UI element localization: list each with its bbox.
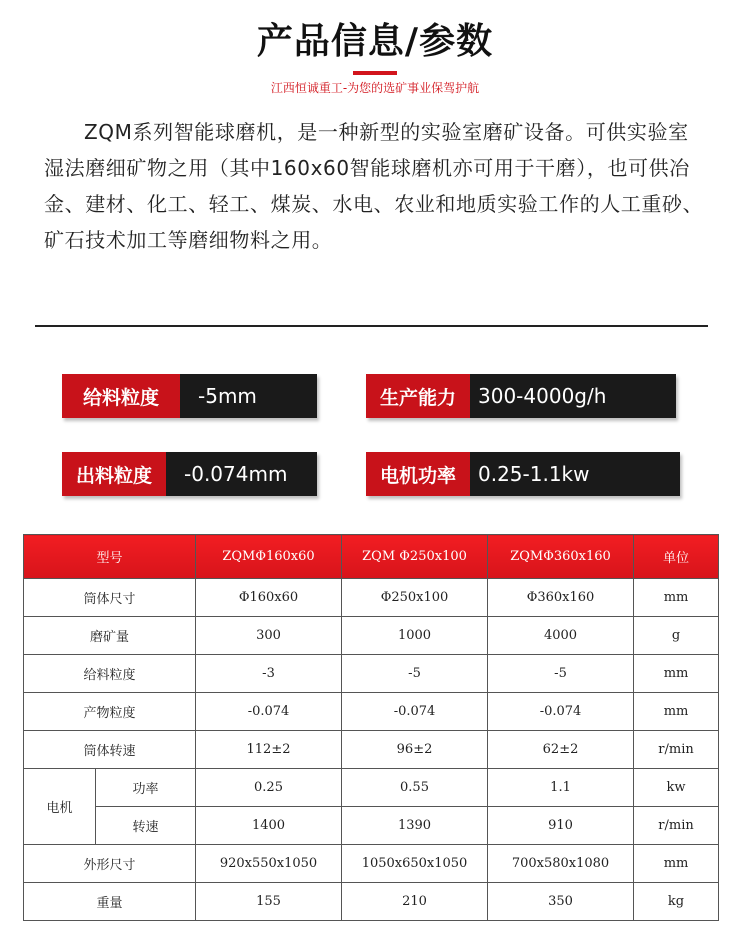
parameter-table — [23, 534, 719, 921]
table-row — [24, 655, 719, 693]
table-row — [24, 617, 719, 655]
spec-value: -5mm — [180, 374, 317, 418]
page-title: 产品信息/参数 — [256, 21, 494, 62]
cell: -5 — [488, 655, 634, 693]
cell: 1400 — [196, 807, 342, 845]
header-cell: ZQMΦ160x60 — [196, 535, 342, 579]
cell: 62±2 — [488, 731, 634, 769]
table-row — [24, 579, 719, 617]
table-row — [24, 883, 719, 921]
header-cell: ZQMΦ360x160 — [488, 535, 634, 579]
intro-paragraph: ZQM系列智能球磨机，是一种新型的实验室磨矿设备。可供实验室湿法磨细矿物之用（其中160x60智能球磨机亦可用于干磨），也可供冶金、建材、化工、轻工、煤炭、水电、农业和地质实验工作的人工重砂、矿石技术加工等磨细物料之用。 — [44, 120, 704, 252]
table-row — [24, 807, 719, 845]
row-label: 磨矿量 — [24, 617, 196, 655]
page-subtitle: 江西恒诚重工-为您的选矿事业保驾护航 — [270, 81, 480, 95]
spec-value: -0.074mm — [166, 452, 317, 496]
cell: 1390 — [342, 807, 488, 845]
spec-motor-power — [366, 452, 680, 496]
cell: 350 — [488, 883, 634, 921]
section-divider — [35, 325, 708, 327]
spec-value: 0.25-1.1kw — [470, 452, 680, 496]
cell: Φ160x60 — [196, 579, 342, 617]
table-row — [24, 769, 719, 807]
cell: -0.074 — [196, 693, 342, 731]
unit-cell: mm — [634, 693, 719, 731]
cell: 1.1 — [488, 769, 634, 807]
spec-value: 300-4000g/h — [470, 374, 676, 418]
cell: 920x550x1050 — [196, 845, 342, 883]
table-row — [24, 731, 719, 769]
header-cell: ZQM Φ250x100 — [342, 535, 488, 579]
cell: Φ250x100 — [342, 579, 488, 617]
row-label: 筒体转速 — [24, 731, 196, 769]
cell: 155 — [196, 883, 342, 921]
title-underline — [353, 71, 397, 75]
unit-cell: r/min — [634, 731, 719, 769]
row-sublabel: 转速 — [96, 807, 196, 845]
row-label: 重量 — [24, 883, 196, 921]
row-sublabel: 功率 — [96, 769, 196, 807]
header-cell-model: 型号 — [24, 535, 196, 579]
header-cell-unit: 单位 — [634, 535, 719, 579]
row-label: 给料粒度 — [24, 655, 196, 693]
unit-cell: kw — [634, 769, 719, 807]
unit-cell: r/min — [634, 807, 719, 845]
table-header-row — [24, 535, 719, 579]
unit-cell: mm — [634, 845, 719, 883]
spec-feed-size — [62, 374, 317, 418]
cell: -0.074 — [488, 693, 634, 731]
cell: 96±2 — [342, 731, 488, 769]
cell: 910 — [488, 807, 634, 845]
cell: 700x580x1080 — [488, 845, 634, 883]
cell: 0.25 — [196, 769, 342, 807]
motor-group-label: 电机 — [24, 769, 96, 845]
spec-capacity — [366, 374, 676, 418]
cell: 1050x650x1050 — [342, 845, 488, 883]
table-row — [24, 693, 719, 731]
cell: 0.55 — [342, 769, 488, 807]
row-label: 筒体尺寸 — [24, 579, 196, 617]
unit-cell: kg — [634, 883, 719, 921]
unit-cell: g — [634, 617, 719, 655]
unit-cell: mm — [634, 655, 719, 693]
spec-discharge-size — [62, 452, 317, 496]
table-row — [24, 845, 719, 883]
cell: 1000 — [342, 617, 488, 655]
spec-label: 出料粒度 — [62, 452, 166, 496]
row-label: 产物粒度 — [24, 693, 196, 731]
cell: 210 — [342, 883, 488, 921]
spec-label: 电机功率 — [366, 452, 470, 496]
cell: -5 — [342, 655, 488, 693]
cell: -0.074 — [342, 693, 488, 731]
cell: 4000 — [488, 617, 634, 655]
row-label: 外形尺寸 — [24, 845, 196, 883]
cell: Φ360x160 — [488, 579, 634, 617]
cell: 112±2 — [196, 731, 342, 769]
unit-cell: mm — [634, 579, 719, 617]
cell: 300 — [196, 617, 342, 655]
spec-label: 给料粒度 — [62, 374, 180, 418]
spec-label: 生产能力 — [366, 374, 470, 418]
cell: -3 — [196, 655, 342, 693]
